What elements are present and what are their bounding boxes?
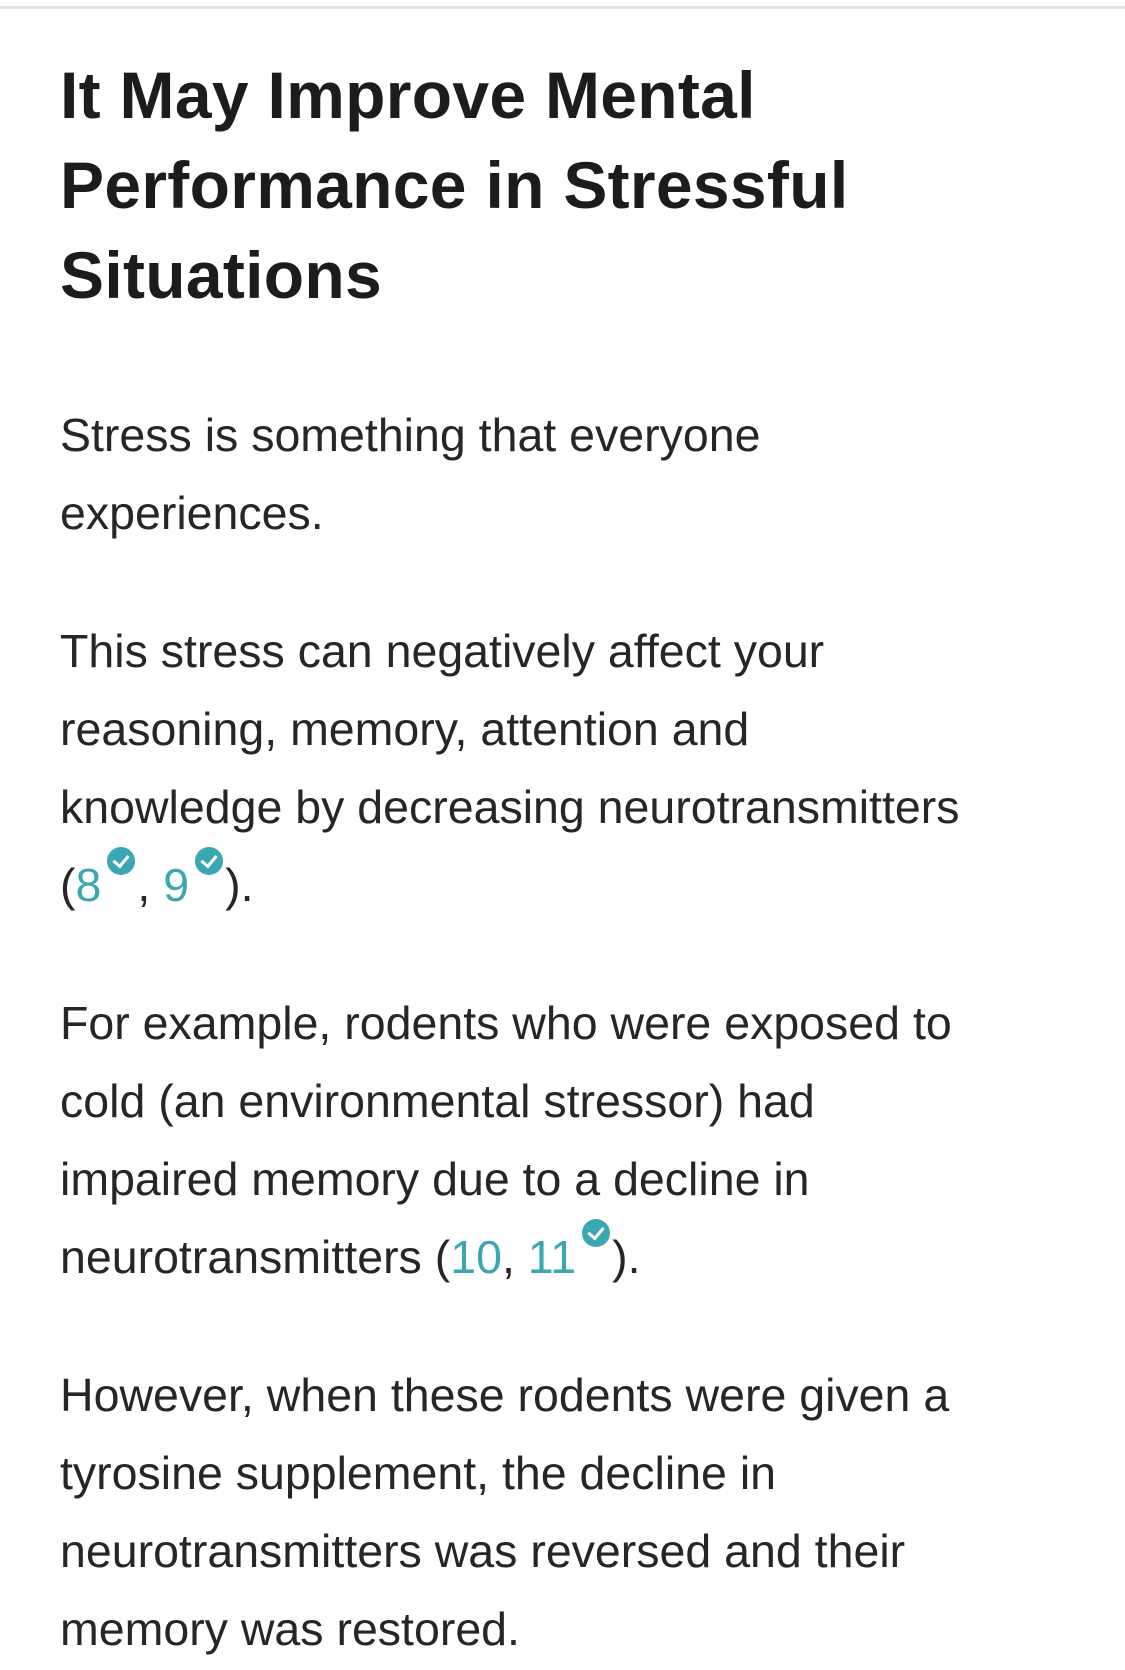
paren-open: ( (60, 859, 76, 911)
paragraph-line: However, when these rodents were given a (60, 1369, 950, 1421)
line-text: neurotransmitters ( (60, 1231, 451, 1283)
citation-link-8[interactable]: 8 (75, 859, 102, 911)
paren-close: ). (225, 859, 254, 911)
verified-check-icon (107, 847, 135, 875)
citation-link-11[interactable]: 11 (527, 1231, 577, 1283)
top-divider (0, 6, 1125, 9)
citation-link-9[interactable]: 9 (163, 859, 190, 911)
paragraph-line (60, 846, 1070, 924)
paragraph-line: neurotransmitters was reversed and their (60, 1525, 906, 1577)
paragraph-line: For example, rodents who were exposed to (60, 997, 952, 1049)
article-section (60, 50, 1070, 1668)
paragraph-line: tyrosine supplement, the decline in (60, 1447, 777, 1499)
paragraph-line: This stress can negatively affect your (60, 625, 825, 677)
paragraph-line: Stress is something that everyone (60, 409, 761, 461)
paragraph-stress-intro (60, 396, 1070, 552)
paragraph-line: reasoning, memory, attention and (60, 703, 750, 755)
paragraph-line: knowledge by decreasing neurotransmitters (60, 781, 960, 833)
section-heading: It May Improve Mental Performance in Stressful Situations (60, 58, 849, 312)
paragraph-line (60, 1218, 1070, 1296)
citation-separator: , (137, 859, 164, 911)
paragraph-line: impaired memory due to a decline in (60, 1153, 810, 1205)
paragraph-line: memory was restored. (60, 1603, 520, 1655)
paren-close: ). (612, 1231, 641, 1283)
paragraph-line: cold (an environmental stressor) had (60, 1075, 815, 1127)
paragraph-tyrosine-result (60, 1356, 1070, 1668)
verified-check-icon (582, 1219, 610, 1247)
paragraph-rodent-example (60, 984, 1070, 1296)
citation-link-10[interactable]: 10 (450, 1231, 502, 1283)
citation-separator: , (501, 1231, 528, 1283)
paragraph-stress-effects (60, 612, 1070, 924)
paragraph-line: experiences. (60, 487, 324, 539)
verified-check-icon (195, 847, 223, 875)
